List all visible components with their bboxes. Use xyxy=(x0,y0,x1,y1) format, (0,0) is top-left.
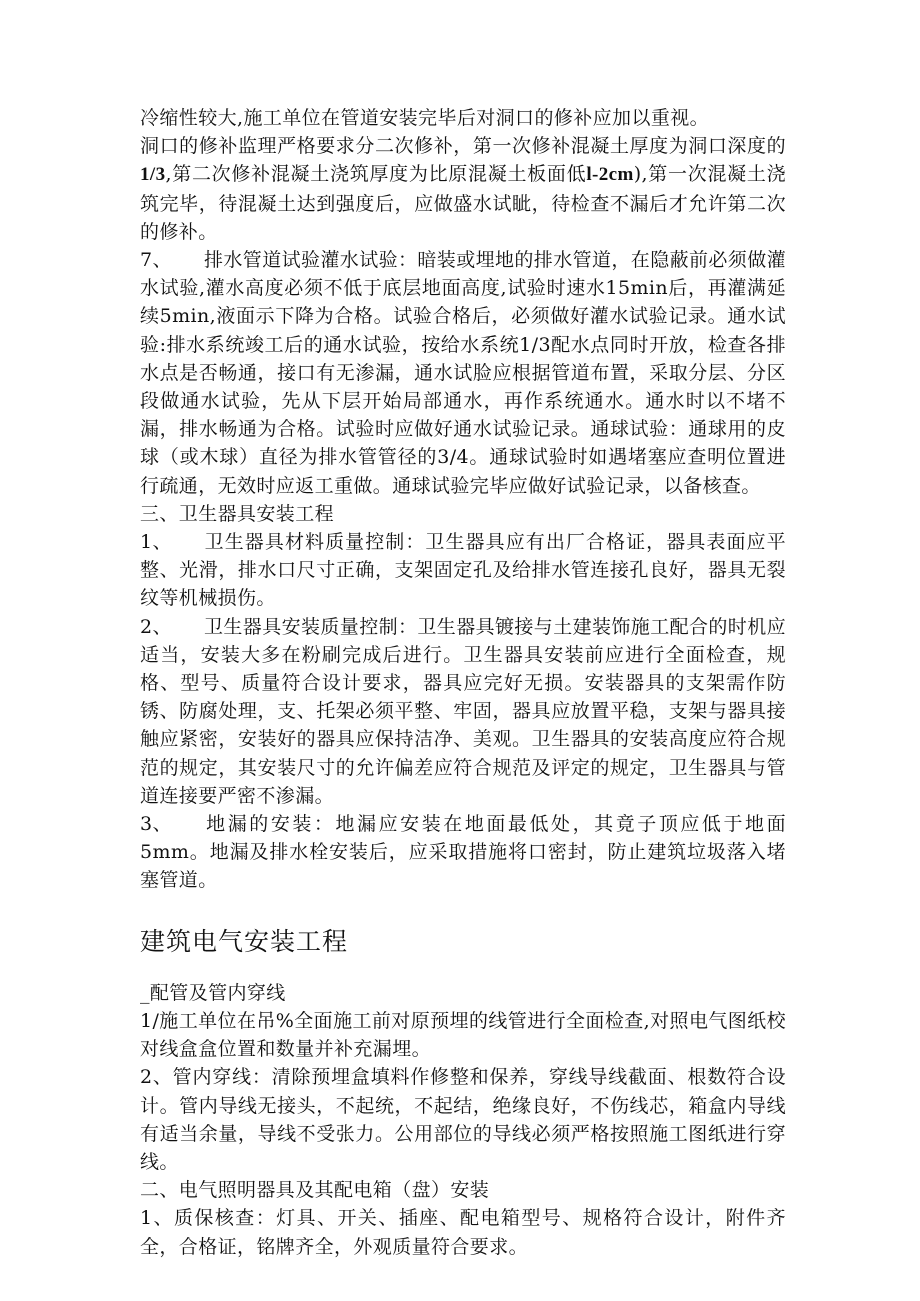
paragraph-text: 洞口的修补监理严格要求分二次修补，第一次修补混凝土厚度为洞口深度的 xyxy=(140,135,786,158)
fraction-text: 1/3 xyxy=(140,164,166,186)
section-title-text: 三、卫生器具安装工程 xyxy=(140,502,335,525)
subheading-conduit-wiring xyxy=(140,979,786,1007)
document-page xyxy=(140,104,786,1261)
subheading-text: _配管及管内穿线 xyxy=(140,981,286,1004)
paragraph-electrical-1 xyxy=(140,1007,786,1063)
list-text: 卫生器具安装质量控制：卫生器具镀接与土建装饰施工配合的时机应适当，安装大多在粉刷完成后进行。卫生器具安装前应进行全面检查，规格、型号、质量符合设计要求，器具应完好无损。安装器具的支架需作防锈、防腐处理，支、托架必须平整、牢固，器具应放置平稳，支架与器具接触应紧密，安装好的器具应保持洁净、美观。卫生器具的安装高度应符合规范的规定，其安装尺寸的允许偏差应符合规范及评定的规定，卫生器具与管道连接要严密不渗漏。 xyxy=(140,615,787,807)
list-number: 3、 xyxy=(140,813,172,836)
paragraph-text: 1/施工单位在吊%全面施工前对原预埋的线管进行全面检查,对照电气图纸校对线盒盒位置和数量并补充漏埋。 xyxy=(140,1009,786,1061)
list-text: 排水管道试验灌水试验：暗装或埋地的排水管道，在隐蔽前必须做灌水试验,灌水高度必须不低于底层地面高度,试验时速水15min后，再灌满延续5min,液面示下降为合格。试验合格后，必须做好灌水试验记录。通水试验:排水系统竣工后的通水试验，按给水系统1/3配水点同时开放，检查各排水点是否畅通，接口有无渗漏，通水试脸应根据管道布置，采取分层、分区段做通水试验，先从下层开始局部通水，再作系统通水。通水时以不堵不漏，排水畅通为合格。试验时应做好通水试验记录。通球试验：通球用的皮球（或木球）直径为排水管管径的3/4。通球试验时如遇堵塞应查明位置进行疏通，无效时应返工重做。通球试验完毕应做好试验记录，以备核查。 xyxy=(140,249,787,497)
paragraph-electrical-3 xyxy=(140,1204,786,1260)
list-text: 卫生器具材料质量控制：卫生器具应有出厂合格证，器具表面应平整、光滑，排水口尺寸正确，支架固定孔及给排水管连接孔良好，器具无裂纹等机械损伤。 xyxy=(140,531,786,610)
list-number: 1、 xyxy=(140,531,172,554)
paragraph-text: 2、管内穿线：清除预埋盒填料作修整和保养，穿线导线截面、根数符合设计。管内导线无接头，不起统，不起结，绝缘良好，不伤线芯，箱盒内导线有适当余量，导线不受张力。公用部位的导线必须严格按照施工图纸进行穿线。 xyxy=(140,1066,786,1173)
subheading-lighting xyxy=(140,1176,786,1204)
paragraph-text: ),第一次混凝土浇筑完毕，待混凝土达到强度后，应做盛水试眦，待检查不漏后才允许第二次的修补。 xyxy=(140,163,787,243)
heading-electrical: 建筑电气安装工程 xyxy=(140,926,349,956)
measurement-text: l-2cm xyxy=(586,164,634,186)
list-item-1-material-quality xyxy=(140,528,786,613)
paragraph-electrical-2 xyxy=(140,1063,786,1176)
subheading-text: 二、电气照明器具及其配电箱（盘）安装 xyxy=(140,1179,490,1202)
paragraph-text: 冷缩性较大,施工单位在管道安装完毕后对洞口的修补应加以重视。 xyxy=(140,107,710,129)
paragraph-text: 1、质保核查：灯具、开关、插座、配电箱型号、规格符合设计，附件齐全，合格证，铭牌齐全，外观质量符合要求。 xyxy=(140,1207,786,1258)
section-title-sanitary xyxy=(140,500,786,528)
list-item-7-drainage-test xyxy=(140,246,786,500)
list-item-2-installation-quality xyxy=(140,613,786,810)
paragraph-hole-repair xyxy=(140,132,786,246)
list-number: 2、 xyxy=(140,615,172,638)
paragraph-text: ,第二次修补混凝土浇筑厚度为比原混凝土板面低 xyxy=(165,163,587,186)
paragraph-hole-shrinkage xyxy=(140,104,786,132)
list-text: 地漏的安装：地漏应安装在地面最低处，其竟子顶应低于地面5mm。地漏及排水栓安装后，应采取措施将口密封，防止建筑垃圾落入堵塞管道。 xyxy=(140,813,786,892)
list-item-3-floor-drain xyxy=(140,810,786,895)
list-number: 7、 xyxy=(140,249,172,272)
